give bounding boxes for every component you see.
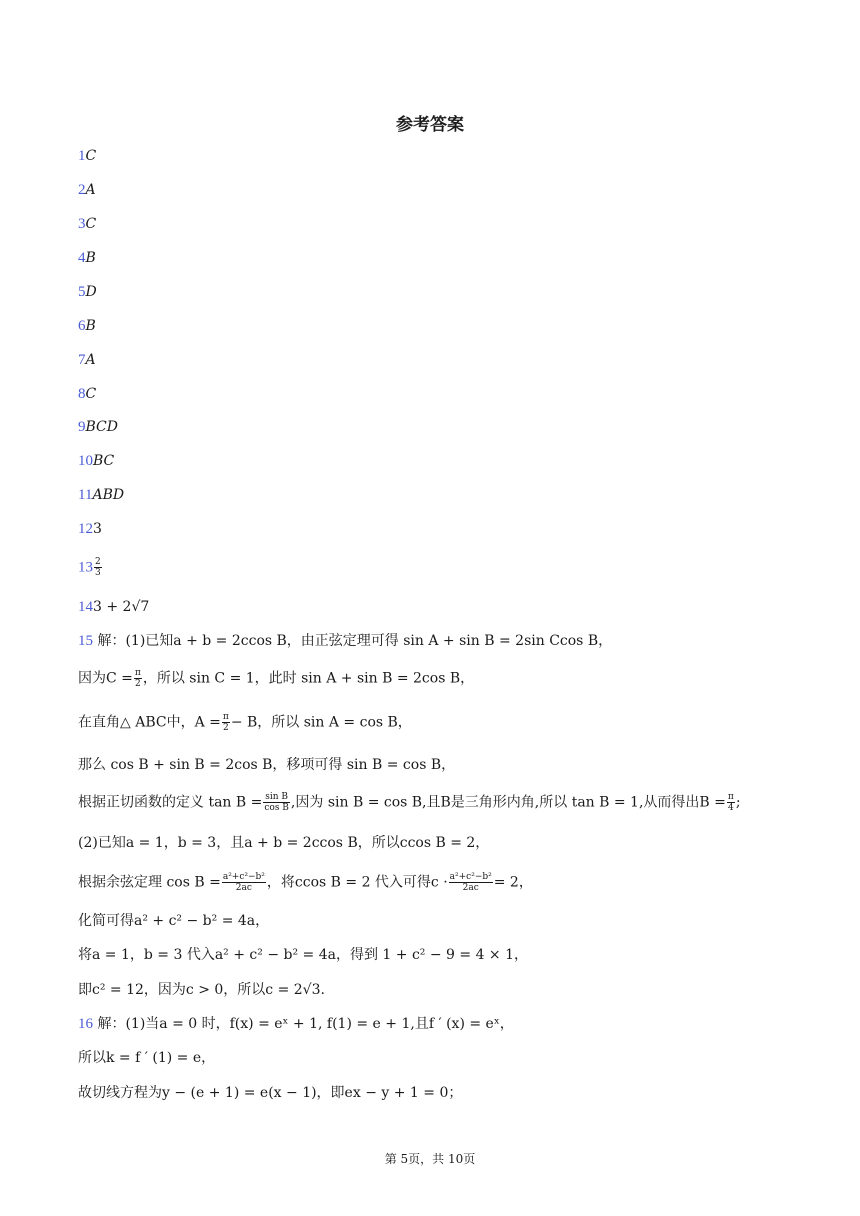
- answer-text: C: [85, 148, 97, 164]
- q15-line-2: [78, 668, 474, 689]
- answer-number: 11: [78, 487, 93, 503]
- fraction-denominator: 3: [95, 568, 101, 578]
- q15-text: 根据余弦定理 cos B =: [78, 874, 221, 891]
- q16-line-2: [78, 1048, 215, 1068]
- answer-text: B: [85, 318, 96, 334]
- q15-text: 因为C =: [78, 670, 133, 687]
- answer-14: [78, 597, 149, 617]
- answer-number: 2: [78, 182, 86, 198]
- answer-number: 4: [78, 250, 86, 266]
- fraction-denominator: cos B: [264, 803, 289, 813]
- fraction-numerator: a²+c²−b²: [222, 872, 265, 882]
- answer-text: A: [85, 352, 96, 368]
- q15-line-8: [78, 911, 269, 931]
- fraction-numerator: sin B: [265, 792, 289, 802]
- q15-text: ,因为 sin B = cos B,且B是三角形内角,所以 tan B = 1,从而得出B =: [290, 794, 726, 811]
- question-number: 16: [78, 1016, 93, 1032]
- answer-9: [78, 417, 118, 437]
- fraction: [222, 712, 230, 733]
- fraction-numerator: 2: [95, 557, 101, 567]
- answer-2: [78, 180, 96, 200]
- q15-line-10: [78, 980, 325, 1000]
- answer-6: [78, 316, 96, 336]
- answer-10: [78, 451, 114, 471]
- fraction: [134, 668, 142, 689]
- answer-number: 10: [78, 453, 93, 469]
- question-number: 15: [78, 633, 93, 649]
- answer-1: [78, 146, 96, 166]
- fraction-denominator: 2: [222, 723, 229, 733]
- answer-3: [78, 214, 96, 234]
- fraction: [449, 872, 493, 893]
- fraction: [263, 792, 290, 813]
- q15-line-7: [78, 872, 533, 893]
- q15-line-4: [78, 755, 455, 775]
- q15-text: 解：(1)已知a + b = 2ccos B，由正弦定理可得 sin A + sin B = 2sin Ccos B，: [97, 633, 613, 649]
- answer-text: 3 + 2√7: [93, 599, 150, 615]
- q15-line-3: [78, 712, 412, 733]
- answer-number: 5: [78, 284, 86, 300]
- q15-text: 在直角△ ABC中，A =: [78, 714, 221, 731]
- answer-number: 8: [78, 386, 86, 402]
- q15-text: 根据正切函数的定义 tan B =: [78, 794, 263, 811]
- q16-text: 故切线方程为y − (e + 1) = e(x − 1)，即ex − y + 1 = 0；: [78, 1085, 463, 1101]
- answer-text: BCD: [85, 419, 118, 435]
- answer-text: 3: [93, 521, 102, 537]
- q15-text: = 2，: [493, 874, 533, 891]
- q15-line-6: [78, 833, 489, 853]
- answer-number: 12: [78, 521, 93, 537]
- fraction-numerator: π: [727, 792, 734, 802]
- fraction-denominator: 4: [727, 803, 734, 813]
- q15-text: ;: [735, 794, 741, 811]
- q16-line-3: [78, 1083, 462, 1103]
- answer-number: 3: [78, 216, 86, 232]
- answer-text: C: [85, 216, 97, 232]
- fraction-denominator: 2ac: [462, 883, 479, 893]
- answer-number: 7: [78, 352, 86, 368]
- answer-text: A: [85, 182, 96, 198]
- fraction-numerator: a²+c²−b²: [449, 872, 492, 882]
- answer-13: [78, 557, 103, 578]
- fraction-numerator: π: [222, 712, 229, 722]
- answer-text: D: [85, 284, 97, 300]
- answer-4: [78, 248, 96, 268]
- answer-text: ABD: [92, 487, 125, 503]
- answer-number: 1: [78, 148, 86, 164]
- q16-text: 所以k = f ′ (1) = e，: [78, 1050, 216, 1066]
- q15-line-9: [78, 945, 528, 965]
- answer-number: 6: [78, 318, 86, 334]
- fraction: [727, 792, 735, 813]
- q15-text: ，将ccos B = 2 代入可得c ·: [266, 874, 448, 891]
- answer-11: [78, 485, 124, 505]
- q15-text: 将a = 1，b = 3 代入a² + c² − b² = 4a，得到 1 + c² − 9 = 4 × 1，: [78, 947, 529, 963]
- fraction-denominator: 2: [135, 679, 141, 689]
- answer-5: [78, 282, 97, 302]
- q16-line-1: [78, 1014, 514, 1034]
- fraction: [94, 557, 102, 578]
- q15-text: ，所以 sin C = 1，此时 sin A + sin B = 2cos B，: [142, 670, 475, 687]
- q15-text: − B，所以 sin A = cos B，: [230, 714, 412, 731]
- q15-text: 即c² = 12，因为c > 0，所以c = 2√3.: [78, 982, 325, 998]
- answer-number: 14: [78, 599, 93, 615]
- q16-text: 解：(1)当a = 0 时，f(x) = eˣ + 1, f(1) = e + 1,且f ′ (x) = eˣ，: [97, 1016, 514, 1032]
- q15-line-5: [78, 792, 741, 813]
- q15-line-1: [78, 631, 612, 651]
- answer-8: [78, 384, 96, 404]
- q15-text: 那么 cos B + sin B = 2cos B，移项可得 sin B = cos B，: [78, 757, 456, 773]
- page-title: 参考答案: [396, 115, 464, 135]
- q15-text: 化简可得a² + c² − b² = 4a，: [78, 913, 270, 929]
- page-footer: 第 5页，共 10页: [384, 1152, 476, 1166]
- answer-number: 13: [78, 559, 93, 576]
- q15-text: (2)已知a = 1，b = 3，且a + b = 2ccos B，所以ccos B = 2，: [78, 835, 490, 851]
- fraction-denominator: 2ac: [235, 883, 252, 893]
- answer-number: 9: [78, 419, 86, 435]
- answer-12: [78, 519, 102, 539]
- answer-7: [78, 350, 96, 370]
- fraction-numerator: π: [134, 668, 141, 678]
- fraction: [222, 872, 266, 893]
- answer-text: C: [85, 386, 97, 402]
- answer-text: B: [85, 250, 96, 266]
- answer-text: BC: [93, 453, 115, 469]
